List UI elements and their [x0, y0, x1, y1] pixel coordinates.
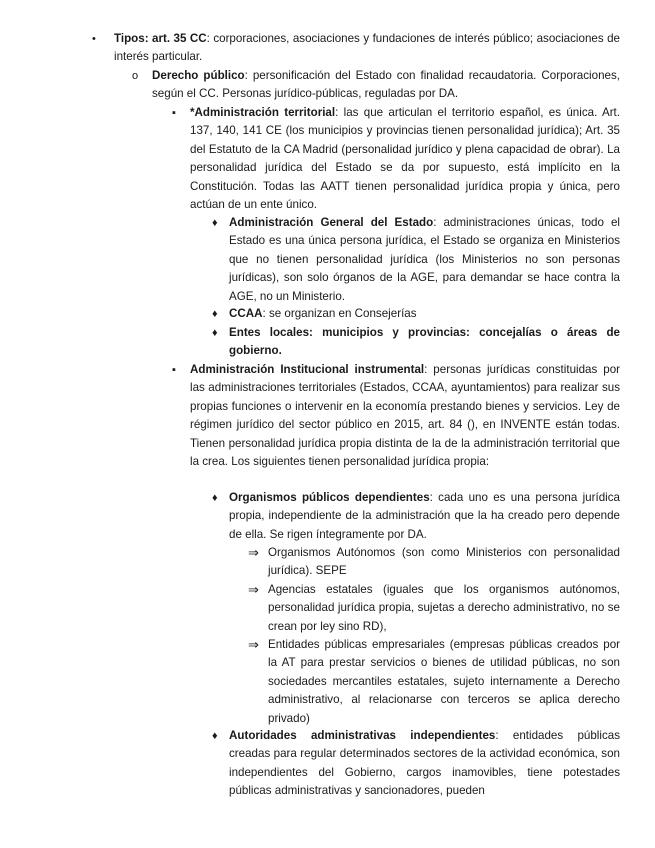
term-derecho-publico: Derecho público: [152, 69, 245, 82]
text-autoridades: : entidades públicas creadas para regular determinados sectores de la actividad económica, son independientes del Gobierno, cargos inamovibles, tiene potestades públicas administrativas y sancionadores, pueden: [229, 729, 620, 798]
term-tipos: Tipos: art. 35 CC: [114, 32, 207, 45]
term-admin-institucional: Administración Institucional instrumental: [190, 363, 425, 376]
list-item-agencias-estatales: [248, 581, 620, 636]
text-organismos: : cada uno es una persona jurídica propia, independiente de la administración que la ha creado pero depende de ella. Se rigen íntegramente por DA.: [229, 491, 620, 541]
text-agencias-estatales: Agencias estatales (iguales que los organismos autónomos, personalidad jurídica propia, sujetas a derecho administrativo, no se crean por ley sino RD),: [268, 583, 620, 633]
list-item-admin-institucional: [172, 361, 620, 471]
square-marker: ▪: [172, 107, 176, 119]
term-entes-locales: Entes locales: municipios y provincias: concejalías o áreas de gobierno.: [229, 326, 620, 358]
arrow-icon: ⇒: [248, 545, 259, 560]
term-ccaa: CCAA: [229, 307, 263, 320]
bullet-marker: •: [92, 33, 96, 45]
diamond-marker: ♦: [212, 327, 218, 339]
list-item-tipos: [92, 30, 620, 67]
diamond-marker: ♦: [212, 492, 218, 504]
text-age: : administraciones únicas, todo el Estado es una única persona jurídica, el Estado se organiza en Ministerios que no tienen personalidad jurídica (los Ministerios no son personas jurídicas), son solo órganos de la AGE, para demandar se hace contra la AGE, no un Ministerio.: [229, 216, 621, 303]
text-ccaa: : se organizan en Consejerías: [262, 307, 417, 320]
square-marker: ▪: [172, 364, 176, 376]
term-autoridades: Autoridades administrativas independientes: [229, 729, 496, 742]
text-organismos-autonomos: Organismos Autónomos (son como Ministerios con personalidad jurídica). SEPE: [268, 546, 620, 578]
circle-marker: o: [132, 70, 139, 82]
list-item-organismos: [212, 489, 620, 544]
list-item-entes-locales: [212, 324, 620, 361]
arrow-icon: ⇒: [248, 582, 259, 597]
text-admin-institucional: : personas jurídicas constituidas por las administraciones territoriales (Estados, CCAA, ayuntamientos) para realizar sus propias funciones o intervenir en la economía prestando bienes y servicios. Ley de régimen jurídico del sector público en 2015, art. 84 (), en INVENTE están todas. Tienen personalidad jurídica propia distinta de la de la administración territorial que la crea. Los siguientes tienen personalidad jurídica propia:: [190, 363, 620, 469]
diamond-marker: ♦: [212, 730, 218, 742]
term-age: Administración General del Estado: [229, 216, 434, 229]
text-derecho-publico: : personificación del Estado con finalidad recaudatoria. Corporaciones, según el CC. Personas jurídico-públicas, reguladas por DA.: [152, 69, 620, 101]
list-item-ccaa: [212, 305, 620, 323]
list-item-age: [212, 214, 621, 306]
diamond-marker: ♦: [212, 217, 218, 229]
term-admin-territorial: *Administración territorial: [190, 106, 336, 119]
text-tipos: : corporaciones, asociaciones y fundaciones de interés público; asociaciones de interés particular.: [114, 32, 620, 64]
diamond-marker: ♦: [212, 308, 218, 320]
term-organismos: Organismos públicos dependientes: [229, 491, 430, 504]
text-admin-territorial: : las que articulan el territorio español, es única. Art. 137, 140, 141 CE (los municipios y provincias tienen personalidad jurídica); Art. 35 del Estatuto de la CA Madrid (personalidad jurídico y plena capacidad de obrar). La personalidad jurídica del Estado se da por supuesto, está implícito en la Constitución. Todas las AATT tienen personalidad jurídica propia y única, pero actúan de un ente único.: [190, 106, 620, 212]
list-item-admin-territorial: [172, 104, 620, 214]
list-item-autoridades: [212, 727, 620, 801]
text-entidades-publicas: Entidades públicas empresariales (empresas públicas creados por la AT para prestar servicios o bienes de utilidad públicas, no son sociedades mercantiles estatales, sujeto internamente a Derecho administrativo, al relacionarse con terceros se aplica derecho privado): [268, 638, 620, 725]
list-item-derecho-publico: [132, 67, 620, 104]
list-item-entidades-publicas: [248, 636, 620, 728]
arrow-icon: ⇒: [248, 637, 259, 652]
list-item-organismos-autonomos: [248, 544, 620, 581]
